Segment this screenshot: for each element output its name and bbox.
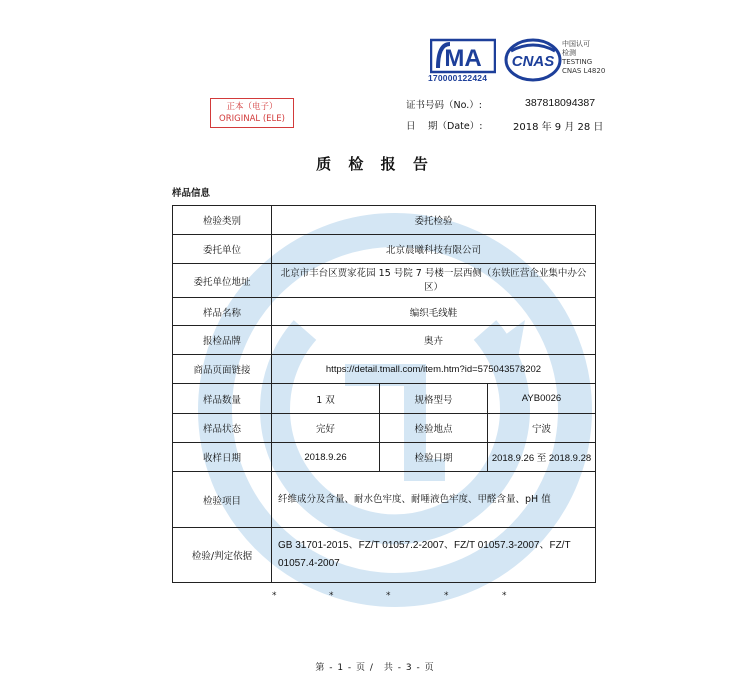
cell-value: 委托检验: [272, 206, 596, 235]
cell-label: 收样日期: [173, 443, 272, 472]
cell-value: AYB0026: [488, 384, 596, 414]
cell-label: 报检品牌: [173, 326, 272, 355]
cell-value: 纤维成分及含量、耐水色牢度、耐唾液色牢度、甲醛含量、pH 值: [272, 472, 596, 528]
cell-label: 样品数量: [173, 384, 272, 414]
table-row: [173, 298, 596, 326]
svg-text:MA: MA: [444, 45, 482, 72]
cnas-line: 中国认可: [562, 40, 590, 48]
cell-label: 样品名称: [173, 298, 272, 326]
cell-label: 检验类别: [173, 206, 272, 235]
end-mark: *: [502, 591, 507, 601]
report-date: 2018 年 9 月 28 日: [513, 122, 604, 133]
cell-label: 检验地点: [380, 414, 488, 443]
cell-value: 1 双: [272, 384, 380, 414]
table-row: [173, 326, 596, 355]
table-row: [173, 206, 596, 235]
cell-value: 宁波: [488, 414, 596, 443]
end-mark: *: [386, 591, 391, 601]
cell-value: GB 31701-2015、FZ/T 01057.2-2007、FZ/T 01057.3-2007、FZ/T 01057.4-2007: [272, 528, 596, 583]
table-row: [173, 355, 596, 384]
svg-text:CNAS: CNAS: [511, 53, 555, 70]
table-row: [173, 384, 596, 414]
cnas-line: TESTING: [562, 58, 593, 66]
cell-label: 检验日期: [380, 443, 488, 472]
section-title: 样品信息: [172, 188, 211, 199]
sample-info-table: [172, 205, 596, 583]
cell-value: 2018.9.26 至 2018.9.28: [488, 443, 596, 472]
product-link[interactable]: https://detail.tmall.com/item.htm?id=575043578202: [272, 355, 596, 384]
cell-label: 检验/判定依据: [173, 528, 272, 583]
page-footer: 第 - 1 - 页 / 共 - 3 - 页: [315, 663, 435, 673]
cma-number: 170000122424: [428, 73, 488, 83]
cert-number: 387818094387: [525, 97, 596, 109]
cnas-logo: [503, 37, 563, 83]
table-row: [173, 235, 596, 264]
cnas-caption: [562, 40, 605, 76]
stamp-line-en: ORIGINAL (ELE): [219, 114, 285, 124]
table-row: [173, 528, 596, 583]
end-mark: *: [272, 591, 277, 601]
cell-label: 样品状态: [173, 414, 272, 443]
cell-value: 编织毛线鞋: [272, 298, 596, 326]
cell-label: 检验项目: [173, 472, 272, 528]
page-title: 质 检 报 告: [316, 155, 434, 173]
cell-value: 2018.9.26: [272, 443, 380, 472]
cell-value: 完好: [272, 414, 380, 443]
date-label: 日 期（Date）:: [406, 121, 483, 132]
cnas-line: 检测: [562, 49, 576, 57]
cell-value: 北京市丰台区贾家花园 15 号院 7 号楼一层西侧（东铁匠营企业集中办公区）: [272, 264, 596, 298]
table-row: [173, 414, 596, 443]
cert-number-label: 证书号码（No.）:: [406, 100, 482, 111]
end-mark: *: [329, 591, 334, 601]
end-mark: *: [444, 591, 449, 601]
cell-label: 规格型号: [380, 384, 488, 414]
table-row: [173, 264, 596, 298]
table-row: [173, 472, 596, 528]
cell-value: 北京晨曦科技有限公司: [272, 235, 596, 264]
table-row: [173, 443, 596, 472]
original-stamp: [210, 98, 294, 128]
cell-label: 商品页面链接: [173, 355, 272, 384]
stamp-line-cn: 正本（电子）: [226, 102, 278, 112]
cell-label: 委托单位: [173, 235, 272, 264]
cell-label: 委托单位地址: [173, 264, 272, 298]
cnas-line: CNAS L4820: [562, 67, 606, 75]
cell-value: 奥卉: [272, 326, 596, 355]
